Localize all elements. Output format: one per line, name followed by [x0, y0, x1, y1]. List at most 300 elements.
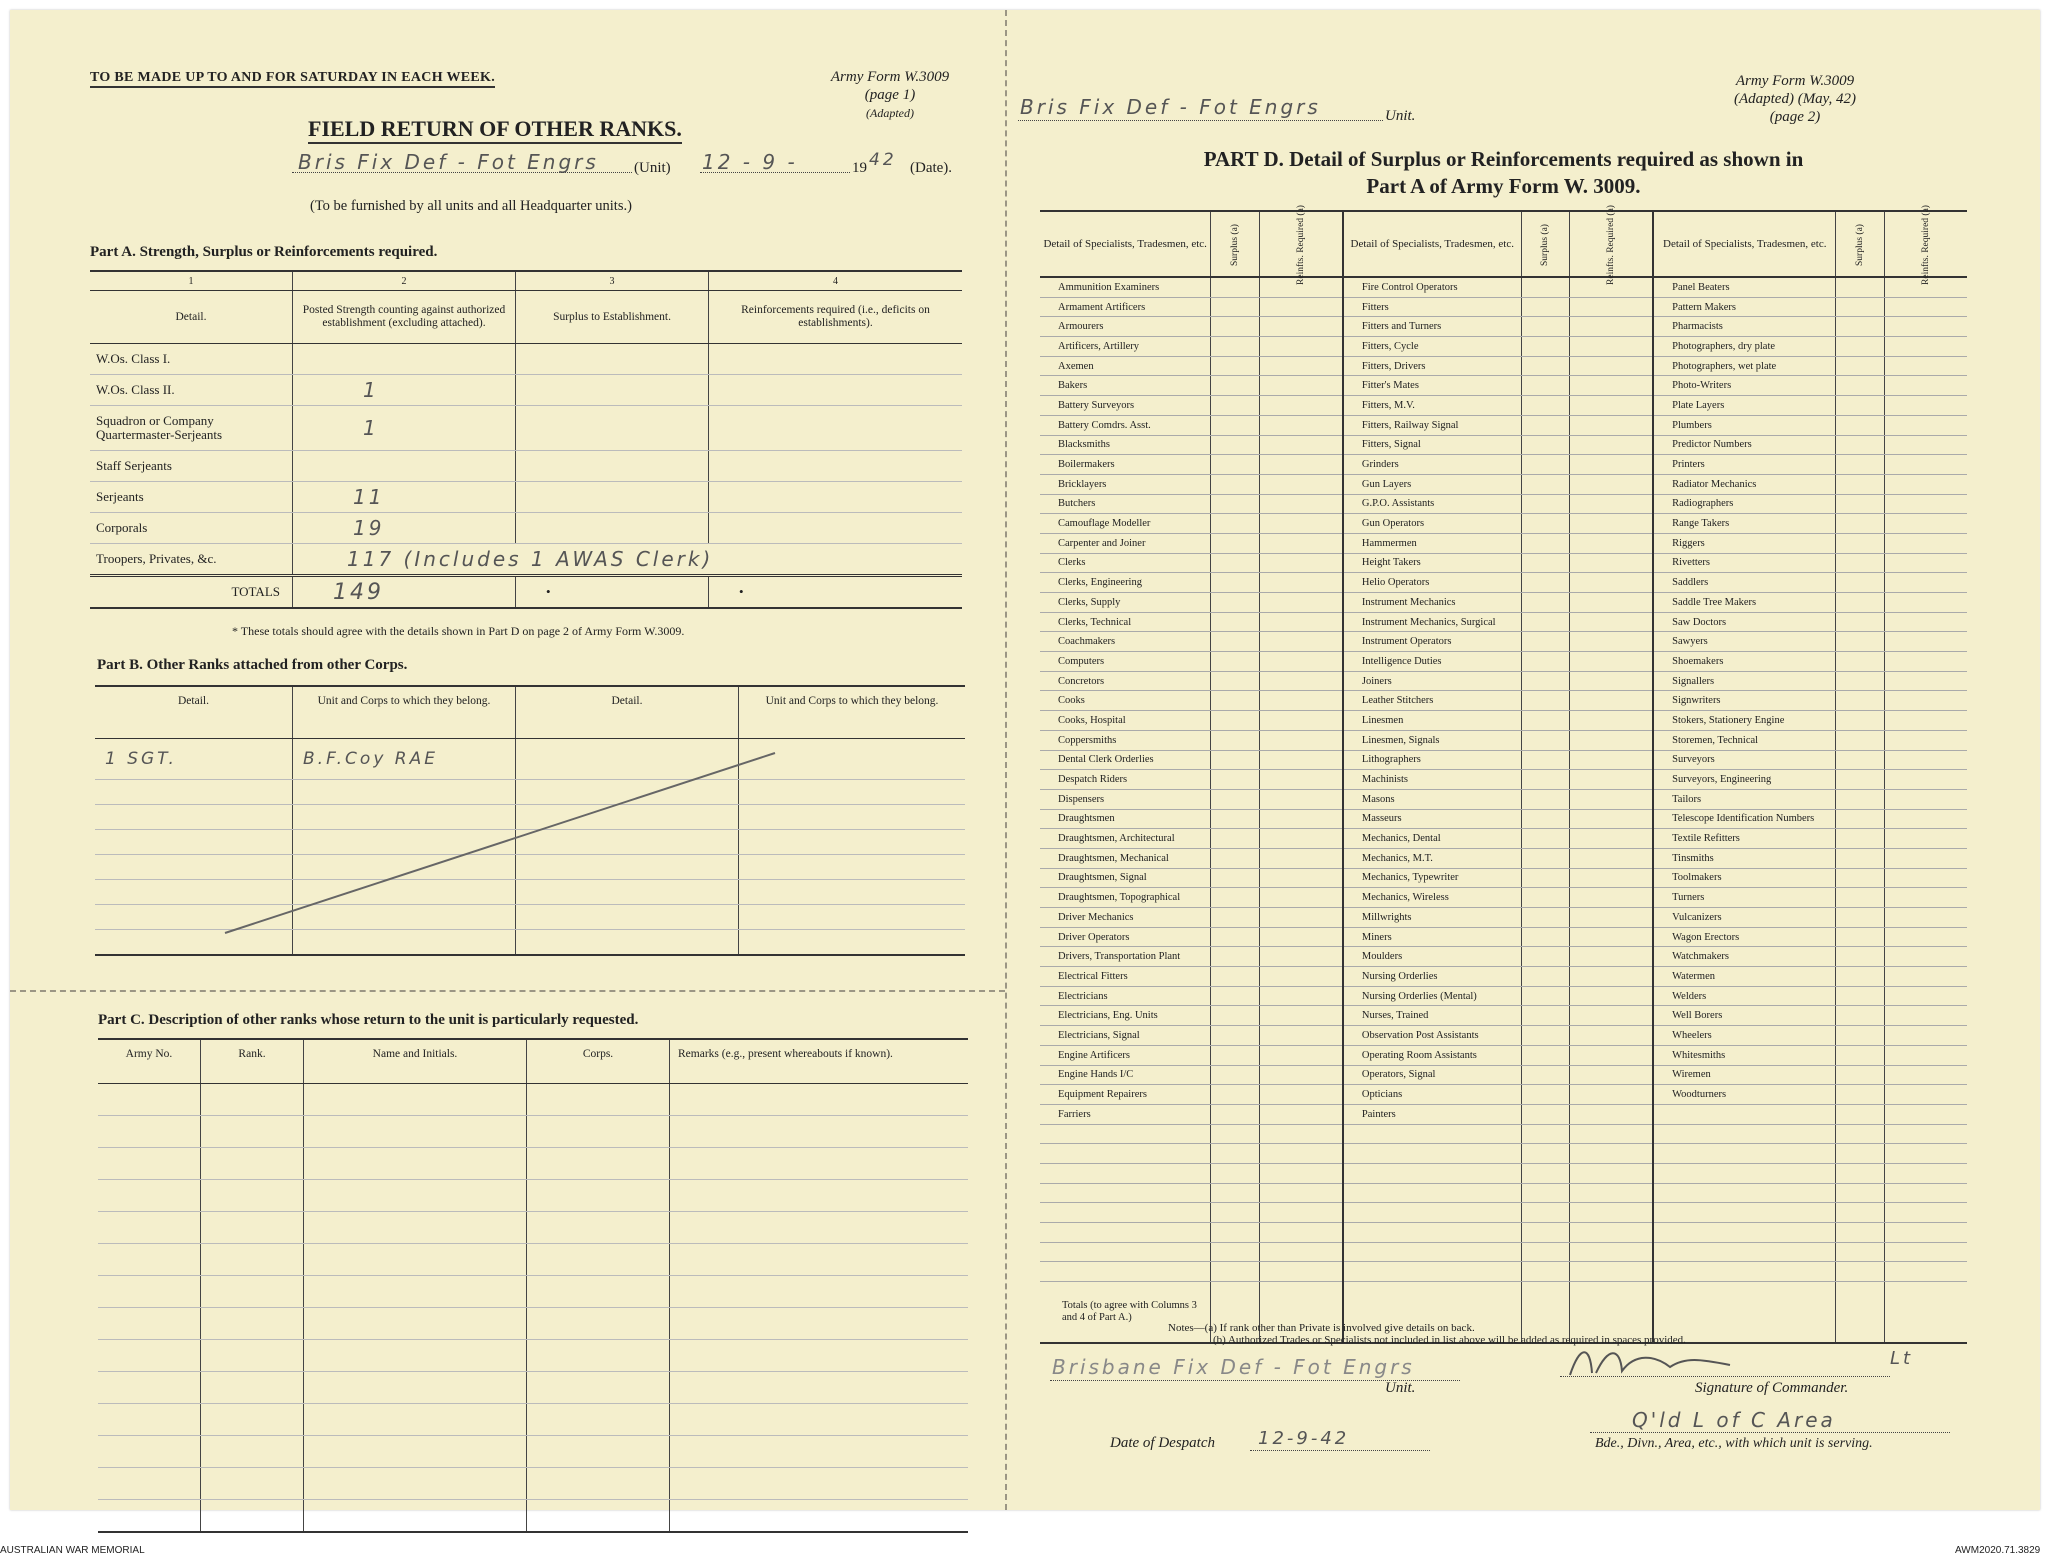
surplus-cell[interactable] — [1211, 967, 1260, 987]
reinforcements-cell[interactable] — [1885, 553, 1968, 573]
surplus-cell[interactable] — [1211, 573, 1260, 593]
surplus-cell[interactable] — [1521, 1163, 1570, 1183]
surplus-cell[interactable] — [1521, 435, 1570, 455]
reinforcements-cell[interactable] — [1885, 376, 1968, 396]
reinforcements-cell[interactable] — [1885, 868, 1968, 888]
surplus-cell[interactable] — [1836, 317, 1885, 337]
reinforcements-cell[interactable] — [1570, 1124, 1653, 1144]
partC-cell[interactable] — [304, 1084, 527, 1116]
reinforcements-cell[interactable] — [1570, 1026, 1653, 1046]
reinforcements-cell[interactable] — [1259, 1124, 1342, 1144]
partC-cell[interactable] — [527, 1212, 670, 1244]
partC-cell[interactable] — [304, 1116, 527, 1148]
surplus-cell[interactable] — [1836, 455, 1885, 475]
surplus-cell[interactable] — [1521, 711, 1570, 731]
surplus-cell[interactable] — [1211, 1242, 1260, 1262]
reinforcements-cell[interactable] — [1885, 829, 1968, 849]
surplus-cell[interactable] — [1836, 474, 1885, 494]
reinforcements-cell[interactable] — [1570, 474, 1653, 494]
reinforcements-cell[interactable] — [1885, 474, 1968, 494]
reinforcements-cell[interactable] — [1259, 1104, 1342, 1124]
surplus-cell[interactable] — [1836, 415, 1885, 435]
reinforcements-cell[interactable] — [1885, 1065, 1968, 1085]
reinforcements-cell[interactable] — [1885, 789, 1968, 809]
surplus-cell[interactable] — [1211, 514, 1260, 534]
row-surplus[interactable] — [516, 482, 709, 513]
surplus-cell[interactable] — [1521, 671, 1570, 691]
reinforcements-cell[interactable] — [1885, 1006, 1968, 1026]
partC-cell[interactable] — [98, 1180, 201, 1212]
reinforcements-cell[interactable] — [1259, 573, 1342, 593]
partC-cell[interactable] — [527, 1468, 670, 1500]
surplus-cell[interactable] — [1836, 1262, 1885, 1282]
surplus-cell[interactable] — [1521, 337, 1570, 357]
partC-cell[interactable] — [98, 1340, 201, 1372]
reinforcements-cell[interactable] — [1570, 1262, 1653, 1282]
partC-cell[interactable] — [98, 1116, 201, 1148]
surplus-cell[interactable] — [1836, 750, 1885, 770]
surplus-cell[interactable] — [1211, 435, 1260, 455]
surplus-cell[interactable] — [1836, 1223, 1885, 1243]
reinforcements-cell[interactable] — [1885, 1203, 1968, 1223]
reinforcements-cell[interactable] — [1570, 396, 1653, 416]
reinforcements-cell[interactable] — [1259, 927, 1342, 947]
partC-cell[interactable] — [670, 1308, 969, 1340]
partC-cell[interactable] — [304, 1244, 527, 1276]
reinforcements-cell[interactable] — [1259, 809, 1342, 829]
surplus-cell[interactable] — [1211, 1223, 1260, 1243]
partC-cell[interactable] — [98, 1244, 201, 1276]
partC-cell[interactable] — [201, 1116, 304, 1148]
surplus-cell[interactable] — [1211, 455, 1260, 475]
partC-cell[interactable] — [670, 1148, 969, 1180]
reinforcements-cell[interactable] — [1885, 1045, 1968, 1065]
partC-cell[interactable] — [201, 1212, 304, 1244]
surplus-cell[interactable] — [1836, 277, 1885, 297]
surplus-cell[interactable] — [1211, 691, 1260, 711]
reinforcements-cell[interactable] — [1885, 317, 1968, 337]
surplus-cell[interactable] — [1836, 1124, 1885, 1144]
partC-cell[interactable] — [201, 1276, 304, 1308]
reinforcements-cell[interactable] — [1885, 612, 1968, 632]
surplus-cell[interactable] — [1521, 986, 1570, 1006]
reinforcements-cell[interactable] — [1885, 1144, 1968, 1164]
surplus-cell[interactable] — [1521, 1045, 1570, 1065]
reinforcements-cell[interactable] — [1259, 1144, 1342, 1164]
reinforcements-cell[interactable] — [1570, 868, 1653, 888]
partC-cell[interactable] — [304, 1180, 527, 1212]
partC-cell[interactable] — [98, 1212, 201, 1244]
reinforcements-cell[interactable] — [1570, 652, 1653, 672]
totals-reinforcements-cell[interactable] — [1885, 1282, 1968, 1344]
reinforcements-cell[interactable] — [1259, 691, 1342, 711]
reinforcements-cell[interactable] — [1259, 967, 1342, 987]
surplus-cell[interactable] — [1521, 1183, 1570, 1203]
reinforcements-cell[interactable] — [1259, 868, 1342, 888]
row-reinforcements[interactable] — [709, 451, 963, 482]
surplus-cell[interactable] — [1836, 691, 1885, 711]
surplus-cell[interactable] — [1521, 317, 1570, 337]
surplus-cell[interactable] — [1211, 1085, 1260, 1105]
surplus-cell[interactable] — [1211, 809, 1260, 829]
partC-cell[interactable] — [527, 1404, 670, 1436]
reinforcements-cell[interactable] — [1885, 1242, 1968, 1262]
reinforcements-cell[interactable] — [1570, 612, 1653, 632]
partC-cell[interactable] — [670, 1276, 969, 1308]
partC-cell[interactable] — [670, 1340, 969, 1372]
row-strength[interactable] — [293, 344, 516, 375]
reinforcements-cell[interactable] — [1259, 986, 1342, 1006]
reinforcements-cell[interactable] — [1259, 770, 1342, 790]
reinforcements-cell[interactable] — [1570, 809, 1653, 829]
reinforcements-cell[interactable] — [1570, 1006, 1653, 1026]
reinforcements-cell[interactable] — [1570, 593, 1653, 613]
surplus-cell[interactable] — [1521, 947, 1570, 967]
reinforcements-cell[interactable] — [1570, 435, 1653, 455]
surplus-cell[interactable] — [1521, 553, 1570, 573]
row-strength[interactable]: 11 — [293, 482, 516, 513]
reinforcements-cell[interactable] — [1259, 494, 1342, 514]
surplus-cell[interactable] — [1521, 1262, 1570, 1282]
surplus-cell[interactable] — [1836, 1183, 1885, 1203]
surplus-cell[interactable] — [1211, 927, 1260, 947]
surplus-cell[interactable] — [1836, 1065, 1885, 1085]
surplus-cell[interactable] — [1211, 356, 1260, 376]
reinforcements-cell[interactable] — [1570, 1223, 1653, 1243]
row-reinforcements[interactable] — [709, 344, 963, 375]
surplus-cell[interactable] — [1836, 1026, 1885, 1046]
reinforcements-cell[interactable] — [1570, 947, 1653, 967]
partC-cell[interactable] — [98, 1148, 201, 1180]
surplus-cell[interactable] — [1521, 455, 1570, 475]
reinforcements-cell[interactable] — [1259, 888, 1342, 908]
partC-cell[interactable] — [670, 1084, 969, 1116]
row-surplus[interactable] — [516, 406, 709, 451]
reinforcements-cell[interactable] — [1259, 297, 1342, 317]
reinforcements-cell[interactable] — [1570, 986, 1653, 1006]
surplus-cell[interactable] — [1211, 612, 1260, 632]
surplus-cell[interactable] — [1211, 888, 1260, 908]
partC-cell[interactable] — [201, 1340, 304, 1372]
partC-cell[interactable] — [527, 1308, 670, 1340]
surplus-cell[interactable] — [1836, 1045, 1885, 1065]
partC-cell[interactable] — [201, 1084, 304, 1116]
surplus-cell[interactable] — [1836, 396, 1885, 416]
reinforcements-cell[interactable] — [1570, 927, 1653, 947]
reinforcements-cell[interactable] — [1570, 770, 1653, 790]
reinforcements-cell[interactable] — [1885, 356, 1968, 376]
reinforcements-cell[interactable] — [1570, 1183, 1653, 1203]
surplus-cell[interactable] — [1521, 789, 1570, 809]
surplus-cell[interactable] — [1836, 829, 1885, 849]
surplus-cell[interactable] — [1836, 809, 1885, 829]
surplus-cell[interactable] — [1211, 986, 1260, 1006]
partC-cell[interactable] — [98, 1308, 201, 1340]
partC-cell[interactable] — [201, 1500, 304, 1533]
surplus-cell[interactable] — [1836, 435, 1885, 455]
reinforcements-cell[interactable] — [1885, 750, 1968, 770]
reinforcements-cell[interactable] — [1259, 848, 1342, 868]
surplus-cell[interactable] — [1836, 612, 1885, 632]
reinforcements-cell[interactable] — [1885, 573, 1968, 593]
surplus-cell[interactable] — [1836, 553, 1885, 573]
surplus-cell[interactable] — [1521, 1065, 1570, 1085]
partC-cell[interactable] — [527, 1276, 670, 1308]
partC-cell[interactable] — [527, 1148, 670, 1180]
surplus-cell[interactable] — [1211, 1045, 1260, 1065]
partC-cell[interactable] — [201, 1180, 304, 1212]
surplus-cell[interactable] — [1521, 848, 1570, 868]
row-surplus[interactable] — [516, 451, 709, 482]
surplus-cell[interactable] — [1836, 593, 1885, 613]
partC-cell[interactable] — [670, 1372, 969, 1404]
surplus-cell[interactable] — [1521, 1203, 1570, 1223]
surplus-cell[interactable] — [1211, 1262, 1260, 1282]
partC-cell[interactable] — [304, 1468, 527, 1500]
surplus-cell[interactable] — [1211, 750, 1260, 770]
reinforcements-cell[interactable] — [1885, 455, 1968, 475]
reinforcements-cell[interactable] — [1570, 553, 1653, 573]
partC-cell[interactable] — [98, 1436, 201, 1468]
reinforcements-cell[interactable] — [1259, 1242, 1342, 1262]
surplus-cell[interactable] — [1521, 730, 1570, 750]
reinforcements-cell[interactable] — [1885, 711, 1968, 731]
partC-cell[interactable] — [670, 1212, 969, 1244]
partC-cell[interactable] — [527, 1372, 670, 1404]
surplus-cell[interactable] — [1211, 1163, 1260, 1183]
surplus-cell[interactable] — [1211, 711, 1260, 731]
reinforcements-cell[interactable] — [1259, 1223, 1342, 1243]
surplus-cell[interactable] — [1211, 494, 1260, 514]
reinforcements-cell[interactable] — [1259, 455, 1342, 475]
surplus-cell[interactable] — [1521, 750, 1570, 770]
reinforcements-cell[interactable] — [1885, 396, 1968, 416]
partC-cell[interactable] — [304, 1404, 527, 1436]
surplus-cell[interactable] — [1836, 770, 1885, 790]
partC-cell[interactable] — [527, 1180, 670, 1212]
reinforcements-cell[interactable] — [1259, 1163, 1342, 1183]
reinforcements-cell[interactable] — [1570, 632, 1653, 652]
surplus-cell[interactable] — [1211, 1183, 1260, 1203]
totals-reinforcements[interactable]: • — [709, 576, 963, 609]
surplus-cell[interactable] — [1836, 927, 1885, 947]
surplus-cell[interactable] — [1211, 770, 1260, 790]
reinforcements-cell[interactable] — [1259, 533, 1342, 553]
surplus-cell[interactable] — [1836, 789, 1885, 809]
surplus-cell[interactable] — [1521, 593, 1570, 613]
surplus-cell[interactable] — [1836, 494, 1885, 514]
surplus-cell[interactable] — [1211, 376, 1260, 396]
reinforcements-cell[interactable] — [1259, 1203, 1342, 1223]
surplus-cell[interactable] — [1836, 337, 1885, 357]
reinforcements-cell[interactable] — [1885, 1183, 1968, 1203]
reinforcements-cell[interactable] — [1570, 829, 1653, 849]
reinforcements-cell[interactable] — [1259, 396, 1342, 416]
reinforcements-cell[interactable] — [1259, 1085, 1342, 1105]
row-reinforcements[interactable] — [709, 375, 963, 406]
reinforcements-cell[interactable] — [1885, 1223, 1968, 1243]
surplus-cell[interactable] — [1211, 730, 1260, 750]
reinforcements-cell[interactable] — [1885, 435, 1968, 455]
reinforcements-cell[interactable] — [1570, 691, 1653, 711]
surplus-cell[interactable] — [1836, 533, 1885, 553]
reinforcements-cell[interactable] — [1885, 691, 1968, 711]
reinforcements-cell[interactable] — [1885, 1085, 1968, 1105]
row-surplus[interactable] — [516, 375, 709, 406]
surplus-cell[interactable] — [1521, 277, 1570, 297]
reinforcements-cell[interactable] — [1885, 632, 1968, 652]
reinforcements-cell[interactable] — [1570, 908, 1653, 928]
reinforcements-cell[interactable] — [1885, 908, 1968, 928]
reinforcements-cell[interactable] — [1259, 829, 1342, 849]
partC-cell[interactable] — [98, 1276, 201, 1308]
partC-cell[interactable] — [304, 1212, 527, 1244]
surplus-cell[interactable] — [1211, 1006, 1260, 1026]
surplus-cell[interactable] — [1836, 908, 1885, 928]
partC-cell[interactable] — [201, 1436, 304, 1468]
surplus-cell[interactable] — [1521, 632, 1570, 652]
surplus-cell[interactable] — [1521, 1223, 1570, 1243]
surplus-cell[interactable] — [1211, 848, 1260, 868]
surplus-cell[interactable] — [1521, 652, 1570, 672]
row-strength[interactable]: 1 — [293, 375, 516, 406]
row-reinforcements[interactable] — [709, 482, 963, 513]
surplus-cell[interactable] — [1521, 396, 1570, 416]
row-strength[interactable]: 1 — [293, 406, 516, 451]
reinforcements-cell[interactable] — [1570, 1203, 1653, 1223]
partC-cell[interactable] — [201, 1148, 304, 1180]
row-surplus[interactable] — [516, 513, 709, 544]
surplus-cell[interactable] — [1836, 848, 1885, 868]
surplus-cell[interactable] — [1211, 474, 1260, 494]
reinforcements-cell[interactable] — [1259, 632, 1342, 652]
surplus-cell[interactable] — [1521, 356, 1570, 376]
partC-cell[interactable] — [670, 1500, 969, 1533]
partC-cell[interactable] — [98, 1404, 201, 1436]
row-surplus[interactable] — [516, 344, 709, 375]
surplus-cell[interactable] — [1211, 317, 1260, 337]
partC-cell[interactable] — [527, 1116, 670, 1148]
reinforcements-cell[interactable] — [1259, 1262, 1342, 1282]
reinforcements-cell[interactable] — [1570, 573, 1653, 593]
partC-cell[interactable] — [670, 1436, 969, 1468]
surplus-cell[interactable] — [1836, 1203, 1885, 1223]
reinforcements-cell[interactable] — [1570, 297, 1653, 317]
partC-cell[interactable] — [527, 1500, 670, 1533]
surplus-cell[interactable] — [1836, 671, 1885, 691]
surplus-cell[interactable] — [1836, 1144, 1885, 1164]
reinforcements-cell[interactable] — [1259, 612, 1342, 632]
reinforcements-cell[interactable] — [1570, 415, 1653, 435]
surplus-cell[interactable] — [1211, 415, 1260, 435]
reinforcements-cell[interactable] — [1570, 888, 1653, 908]
surplus-cell[interactable] — [1836, 652, 1885, 672]
reinforcements-cell[interactable] — [1885, 415, 1968, 435]
reinforcements-cell[interactable] — [1570, 671, 1653, 691]
surplus-cell[interactable] — [1521, 612, 1570, 632]
reinforcements-cell[interactable] — [1885, 337, 1968, 357]
reinforcements-cell[interactable] — [1570, 711, 1653, 731]
partC-cell[interactable] — [304, 1500, 527, 1533]
reinforcements-cell[interactable] — [1259, 1006, 1342, 1026]
surplus-cell[interactable] — [1836, 573, 1885, 593]
reinforcements-cell[interactable] — [1885, 986, 1968, 1006]
reinforcements-cell[interactable] — [1570, 514, 1653, 534]
partB-entry-unit[interactable]: B.F.Coy RAE — [293, 739, 516, 780]
partB-entry-detail[interactable]: 1 SGT. — [95, 739, 293, 780]
reinforcements-cell[interactable] — [1885, 494, 1968, 514]
reinforcements-cell[interactable] — [1885, 1026, 1968, 1046]
reinforcements-cell[interactable] — [1570, 1065, 1653, 1085]
reinforcements-cell[interactable] — [1570, 789, 1653, 809]
surplus-cell[interactable] — [1211, 553, 1260, 573]
surplus-cell[interactable] — [1836, 356, 1885, 376]
surplus-cell[interactable] — [1521, 474, 1570, 494]
totals-strength[interactable]: 149 — [293, 576, 516, 609]
partC-cell[interactable] — [304, 1436, 527, 1468]
surplus-cell[interactable] — [1521, 1144, 1570, 1164]
reinforcements-cell[interactable] — [1570, 1045, 1653, 1065]
surplus-cell[interactable] — [1521, 514, 1570, 534]
surplus-cell[interactable] — [1211, 1144, 1260, 1164]
reinforcements-cell[interactable] — [1885, 888, 1968, 908]
reinforcements-cell[interactable] — [1885, 533, 1968, 553]
partC-cell[interactable] — [201, 1244, 304, 1276]
partC-cell[interactable] — [527, 1084, 670, 1116]
surplus-cell[interactable] — [1521, 691, 1570, 711]
partC-cell[interactable] — [201, 1372, 304, 1404]
surplus-cell[interactable] — [1521, 868, 1570, 888]
surplus-cell[interactable] — [1211, 1104, 1260, 1124]
reinforcements-cell[interactable] — [1570, 356, 1653, 376]
reinforcements-cell[interactable] — [1259, 947, 1342, 967]
surplus-cell[interactable] — [1521, 888, 1570, 908]
surplus-cell[interactable] — [1211, 829, 1260, 849]
surplus-cell[interactable] — [1836, 632, 1885, 652]
reinforcements-cell[interactable] — [1259, 337, 1342, 357]
surplus-cell[interactable] — [1521, 1124, 1570, 1144]
surplus-cell[interactable] — [1521, 533, 1570, 553]
surplus-cell[interactable] — [1521, 967, 1570, 987]
reinforcements-cell[interactable] — [1885, 848, 1968, 868]
reinforcements-cell[interactable] — [1259, 474, 1342, 494]
reinforcements-cell[interactable] — [1259, 593, 1342, 613]
reinforcements-cell[interactable] — [1885, 1104, 1968, 1124]
surplus-cell[interactable] — [1521, 809, 1570, 829]
surplus-cell[interactable] — [1521, 1006, 1570, 1026]
surplus-cell[interactable] — [1211, 593, 1260, 613]
surplus-cell[interactable] — [1836, 730, 1885, 750]
row-strength[interactable]: 117 (Includes 1 AWAS Clerk) — [293, 544, 963, 576]
reinforcements-cell[interactable] — [1570, 1163, 1653, 1183]
surplus-cell[interactable] — [1836, 1163, 1885, 1183]
reinforcements-cell[interactable] — [1885, 1163, 1968, 1183]
surplus-cell[interactable] — [1836, 868, 1885, 888]
reinforcements-cell[interactable] — [1259, 908, 1342, 928]
partC-cell[interactable] — [98, 1500, 201, 1533]
surplus-cell[interactable] — [1211, 789, 1260, 809]
surplus-cell[interactable] — [1211, 1065, 1260, 1085]
row-strength[interactable]: 19 — [293, 513, 516, 544]
reinforcements-cell[interactable] — [1570, 337, 1653, 357]
reinforcements-cell[interactable] — [1885, 297, 1968, 317]
surplus-cell[interactable] — [1521, 376, 1570, 396]
partC-cell[interactable] — [304, 1340, 527, 1372]
reinforcements-cell[interactable] — [1259, 671, 1342, 691]
reinforcements-cell[interactable] — [1570, 848, 1653, 868]
reinforcements-cell[interactable] — [1259, 1026, 1342, 1046]
surplus-cell[interactable] — [1211, 277, 1260, 297]
